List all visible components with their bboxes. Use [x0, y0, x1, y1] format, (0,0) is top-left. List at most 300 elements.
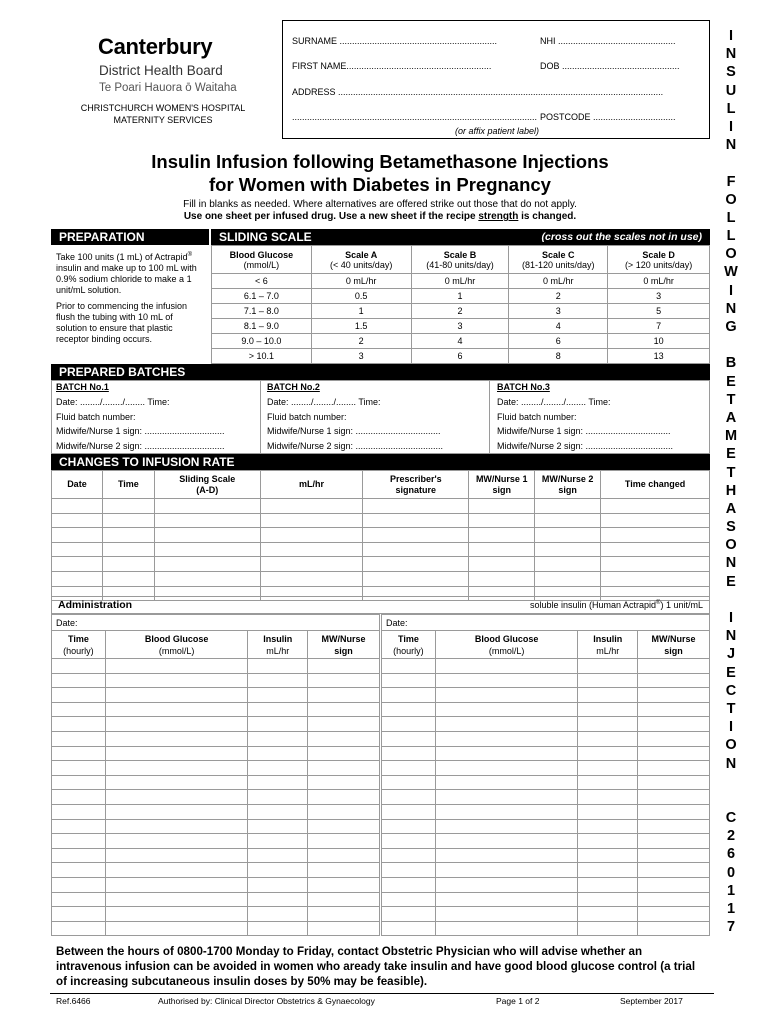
admin-cell[interactable]: [308, 731, 380, 746]
first-name-field[interactable]: FIRST NAME..........................................................: [292, 61, 492, 71]
side-letter: E: [726, 373, 736, 390]
changes-cell[interactable]: [601, 571, 710, 586]
admin-cell[interactable]: [382, 775, 436, 790]
changes-cell[interactable]: [52, 528, 103, 543]
side-letter: B: [725, 355, 737, 372]
side-letter: N: [725, 300, 737, 317]
admin-cell[interactable]: [435, 863, 577, 878]
changes-cell[interactable]: [363, 513, 469, 528]
admin-cell[interactable]: [52, 731, 106, 746]
org-logo-name: Canterbury: [98, 34, 213, 59]
sliding-scale-cell: 2: [411, 304, 509, 319]
admin-cell[interactable]: [638, 921, 710, 936]
title-line1: Insulin Infusion following Betamethasone Injections: [151, 151, 609, 172]
changes-cell[interactable]: [102, 513, 154, 528]
admin-cell[interactable]: [248, 848, 308, 863]
sliding-scale-cell: 0 mL/hr: [311, 274, 411, 289]
changes-cell[interactable]: [102, 571, 154, 586]
admin-cell[interactable]: [435, 921, 577, 936]
admin-cell[interactable]: [248, 775, 308, 790]
changes-cell[interactable]: [535, 513, 601, 528]
batch-divider: [489, 380, 490, 454]
col-scale-b: [411, 246, 509, 274]
admin-cell[interactable]: [578, 819, 638, 834]
batch-mw1-field[interactable]: Midwife/Nurse 1 sign: ..................................: [497, 426, 671, 437]
col-sub: (mmol/L): [158, 645, 195, 656]
admin-cell[interactable]: [308, 921, 380, 936]
admin-cell[interactable]: [578, 907, 638, 922]
admin-cell[interactable]: [638, 731, 710, 746]
changes-cell[interactable]: [52, 513, 103, 528]
batch-mw1-field[interactable]: Midwife/Nurse 1 sign: ..................................: [267, 426, 441, 437]
admin-cell[interactable]: [382, 892, 436, 907]
changes-cell[interactable]: [102, 528, 154, 543]
admin-cell[interactable]: [578, 775, 638, 790]
changes-cell[interactable]: [154, 542, 260, 557]
admin-cell[interactable]: [248, 863, 308, 878]
table-row: [382, 848, 710, 863]
admin-cell[interactable]: [638, 907, 710, 922]
admin-cell[interactable]: [308, 848, 380, 863]
side-letter: 1: [726, 901, 736, 917]
changes-cell[interactable]: [260, 571, 363, 586]
changes-cell[interactable]: [469, 557, 535, 572]
changes-cell[interactable]: [601, 528, 710, 543]
admin-cell[interactable]: [435, 877, 577, 892]
administration-title: Administration: [58, 599, 133, 611]
sliding-scale-cell: 7: [608, 319, 710, 334]
admin-cell[interactable]: [248, 761, 308, 776]
admin-cell[interactable]: [638, 819, 710, 834]
admin-date-field[interactable]: [382, 615, 710, 631]
admin-col-header: [105, 631, 247, 659]
admin-cell[interactable]: [638, 717, 710, 732]
admin-cell[interactable]: [52, 834, 106, 849]
admin-cell[interactable]: [308, 702, 380, 717]
changes-cell[interactable]: [469, 571, 535, 586]
col-sub: mL/hr: [266, 645, 290, 656]
admin-cell[interactable]: [105, 702, 247, 717]
admin-cell[interactable]: [105, 921, 247, 936]
preparation-para1: [56, 250, 206, 296]
changes-cell[interactable]: [535, 571, 601, 586]
changes-cell[interactable]: [469, 528, 535, 543]
changes-cell[interactable]: [102, 557, 154, 572]
changes-cell[interactable]: [260, 557, 363, 572]
col-head: MW/Nurse: [651, 633, 696, 644]
changes-infusion-header: CHANGES TO INFUSION RATE: [51, 454, 710, 470]
admin-cell[interactable]: [308, 659, 380, 674]
admin-cell[interactable]: [578, 877, 638, 892]
table-row: [382, 746, 710, 761]
admin-col-header: [435, 631, 577, 659]
admin-cell[interactable]: [105, 775, 247, 790]
admin-cell[interactable]: [382, 673, 436, 688]
changes-cell[interactable]: [154, 528, 260, 543]
admin-cell[interactable]: [52, 673, 106, 688]
admin-cell[interactable]: [435, 731, 577, 746]
changes-col-header: [535, 471, 601, 499]
side-letter: N: [725, 628, 737, 645]
batch-mw1-field[interactable]: Midwife/Nurse 1 sign: ................................: [56, 426, 225, 437]
changes-cell[interactable]: [102, 499, 154, 514]
table-row: [382, 863, 710, 878]
admin-cell[interactable]: [308, 746, 380, 761]
admin-date-row: [382, 615, 710, 631]
batch-mw2-field[interactable]: Midwife/Nurse 2 sign: ...................................: [497, 441, 674, 452]
admin-cell[interactable]: [308, 804, 380, 819]
hospital-line1: CHRISTCHURCH WOMEN'S HOSPITAL: [80, 103, 246, 113]
admin-cell[interactable]: [105, 804, 247, 819]
admin-cell[interactable]: [435, 702, 577, 717]
admin-cell[interactable]: [308, 688, 380, 703]
side-letter: G: [725, 319, 737, 335]
side-letter: [720, 791, 742, 809]
admin-cell[interactable]: [248, 877, 308, 892]
sliding-scale-cell: > 10.1: [212, 349, 312, 364]
batch-mw2-field[interactable]: Midwife/Nurse 2 sign: ...................................: [267, 441, 444, 452]
admin-cell[interactable]: [638, 761, 710, 776]
changes-cell[interactable]: [363, 528, 469, 543]
admin-cell[interactable]: [248, 688, 308, 703]
admin-cell[interactable]: [435, 804, 577, 819]
affix-label-note: (or affix patient label): [454, 126, 540, 136]
admin-cell[interactable]: [578, 848, 638, 863]
postcode-field[interactable]: POSTCODE .................................: [540, 112, 676, 122]
changes-cell[interactable]: [363, 557, 469, 572]
admin-cell[interactable]: [578, 659, 638, 674]
admin-col-header: [308, 631, 380, 659]
admin-cell[interactable]: [382, 848, 436, 863]
admin-cell[interactable]: [52, 659, 106, 674]
batch-mw2-field[interactable]: Midwife/Nurse 2 sign: ................................: [56, 441, 225, 452]
admin-cell[interactable]: [308, 761, 380, 776]
admin-cell[interactable]: [638, 863, 710, 878]
admin-cell[interactable]: [638, 790, 710, 805]
admin-cell[interactable]: [382, 921, 436, 936]
admin-cell[interactable]: [435, 775, 577, 790]
table-row: [52, 659, 380, 674]
administration-note: [530, 600, 703, 610]
side-letter: W: [724, 264, 738, 281]
admin-cell[interactable]: [382, 731, 436, 746]
preparation-instructions: [56, 250, 206, 345]
admin-cell[interactable]: [578, 746, 638, 761]
admin-cell[interactable]: [52, 702, 106, 717]
admin-cell[interactable]: [248, 746, 308, 761]
admin-cell[interactable]: [248, 804, 308, 819]
address-field[interactable]: ADDRESS ..................................................................................................................................: [292, 87, 664, 97]
registered-mark: ®: [656, 600, 661, 606]
admin-cell[interactable]: [638, 804, 710, 819]
batch-date-field[interactable]: Date: ......../......../........ Time:: [267, 396, 381, 407]
admin-cell[interactable]: [638, 848, 710, 863]
col-sub: (hourly): [393, 645, 424, 656]
sliding-scale-title: SLIDING SCALE: [219, 230, 312, 244]
changes-cell[interactable]: [363, 542, 469, 557]
table-row: [52, 877, 380, 892]
changes-cell[interactable]: [601, 499, 710, 514]
admin-cell[interactable]: [248, 731, 308, 746]
admin-cell[interactable]: [248, 819, 308, 834]
batch-fluid-field[interactable]: Fluid batch number:: [267, 411, 347, 422]
admin-cell[interactable]: [248, 892, 308, 907]
admin-cell[interactable]: [638, 702, 710, 717]
admin-cell[interactable]: [308, 673, 380, 688]
admin-cell[interactable]: [105, 877, 247, 892]
changes-cell[interactable]: [535, 499, 601, 514]
table-row: [382, 819, 710, 834]
admin-cell[interactable]: [578, 673, 638, 688]
changes-cell[interactable]: [154, 571, 260, 586]
admin-cell[interactable]: [308, 834, 380, 849]
admin-cell[interactable]: [105, 673, 247, 688]
admin-cell[interactable]: [105, 819, 247, 834]
admin-cell[interactable]: [52, 761, 106, 776]
admin-cell[interactable]: [578, 863, 638, 878]
instructions: [60, 199, 700, 223]
admin-cell[interactable]: [52, 775, 106, 790]
admin-cell[interactable]: [638, 775, 710, 790]
admin-cell[interactable]: [52, 746, 106, 761]
changes-cell[interactable]: [601, 557, 710, 572]
footer-page: Page 1 of 2: [496, 996, 540, 1006]
changes-cell[interactable]: [535, 542, 601, 557]
changes-cell[interactable]: [363, 499, 469, 514]
admin-cell[interactable]: [382, 804, 436, 819]
address-continuation[interactable]: ..................................................................................................: [292, 112, 538, 122]
admin-cell[interactable]: [308, 907, 380, 922]
batch-date-field[interactable]: Date: ......../......../........ Time:: [56, 396, 170, 407]
admin-cell[interactable]: [308, 819, 380, 834]
header-line: MW/Nurse 1: [475, 474, 528, 484]
admin-cell[interactable]: [52, 848, 106, 863]
changes-cell[interactable]: [154, 557, 260, 572]
header-line: Date: [67, 479, 87, 490]
admin-cell[interactable]: [435, 717, 577, 732]
admin-cell[interactable]: [578, 761, 638, 776]
side-letter: E: [726, 446, 736, 463]
side-letter: O: [725, 737, 737, 754]
sliding-scale-cell: 1.5: [311, 319, 411, 334]
admin-cell[interactable]: [52, 804, 106, 819]
side-letter: N: [725, 137, 737, 154]
side-letter: C: [725, 682, 737, 699]
footer-date: September 2017: [620, 996, 683, 1006]
admin-cell[interactable]: [435, 790, 577, 805]
admin-cell[interactable]: [382, 790, 436, 805]
changes-cell[interactable]: [601, 513, 710, 528]
admin-cell[interactable]: [248, 921, 308, 936]
admin-cell[interactable]: [578, 790, 638, 805]
admin-col-header: [578, 631, 638, 659]
admin-cell[interactable]: [105, 907, 247, 922]
admin-cell[interactable]: [578, 921, 638, 936]
table-row: [382, 790, 710, 805]
changes-cell[interactable]: [52, 542, 103, 557]
admin-cell[interactable]: [578, 731, 638, 746]
admin-cell[interactable]: [52, 892, 106, 907]
admin-cell[interactable]: [382, 877, 436, 892]
table-row: [52, 804, 380, 819]
changes-cell[interactable]: [154, 499, 260, 514]
col-blood-glucose: [212, 246, 312, 274]
sliding-scale-cell: 4: [509, 319, 608, 334]
admin-cell[interactable]: [435, 819, 577, 834]
changes-col-header: [363, 471, 469, 499]
admin-cell[interactable]: [382, 834, 436, 849]
admin-cell[interactable]: [578, 717, 638, 732]
admin-cell[interactable]: [382, 819, 436, 834]
col-head: Time: [398, 633, 419, 644]
admin-cell[interactable]: [248, 834, 308, 849]
changes-cell[interactable]: [363, 571, 469, 586]
admin-cell[interactable]: [105, 892, 247, 907]
side-letter: L: [726, 209, 736, 226]
admin-cell[interactable]: [52, 819, 106, 834]
admin-cell[interactable]: [105, 746, 247, 761]
preparation-para2: Prior to commencing the infusion flush the tubing with 10 mL of solution to ensure that plastic receptor binding occurs.: [56, 301, 188, 344]
admin-cell[interactable]: [578, 834, 638, 849]
changes-cell[interactable]: [601, 542, 710, 557]
admin-cell[interactable]: [382, 688, 436, 703]
changes-cell[interactable]: [535, 557, 601, 572]
admin-cell[interactable]: [52, 790, 106, 805]
admin-cell[interactable]: [52, 877, 106, 892]
changes-cell[interactable]: [52, 557, 103, 572]
admin-cell[interactable]: [105, 688, 247, 703]
changes-cell[interactable]: [469, 499, 535, 514]
admin-cell[interactable]: [308, 717, 380, 732]
changes-cell[interactable]: [154, 513, 260, 528]
admin-cell[interactable]: [435, 659, 577, 674]
admin-cell[interactable]: [578, 702, 638, 717]
batch-date-field[interactable]: Date: ......../......../........ Time:: [497, 396, 611, 407]
admin-cell[interactable]: [52, 921, 106, 936]
admin-cell[interactable]: [435, 907, 577, 922]
sliding-scale-header: [211, 229, 710, 245]
admin-cell[interactable]: [382, 863, 436, 878]
header-line: (A-D): [196, 484, 219, 495]
admin-date-field[interactable]: [52, 615, 380, 631]
admin-cell[interactable]: [578, 688, 638, 703]
changes-cell[interactable]: [102, 542, 154, 557]
admin-cell[interactable]: [105, 834, 247, 849]
prep-para1-a: Take 100 units (1 mL) of Actrapid: [56, 252, 188, 262]
admin-cell[interactable]: [638, 746, 710, 761]
batch-fluid-field[interactable]: Fluid batch number:: [56, 411, 136, 422]
table-row: [52, 557, 710, 572]
admin-cell[interactable]: [382, 907, 436, 922]
admin-cell[interactable]: [638, 659, 710, 674]
changes-col-header: [52, 471, 103, 499]
admin-cell[interactable]: [248, 702, 308, 717]
admin-cell[interactable]: [382, 761, 436, 776]
changes-cell[interactable]: [535, 528, 601, 543]
admin-cell[interactable]: [105, 790, 247, 805]
admin-cell[interactable]: [435, 761, 577, 776]
admin-cell[interactable]: [382, 717, 436, 732]
admin-cell[interactable]: [52, 688, 106, 703]
admin-col-header: [638, 631, 710, 659]
changes-cell[interactable]: [260, 542, 363, 557]
admin-cell[interactable]: [308, 863, 380, 878]
side-letter: N: [725, 555, 737, 572]
table-row: [52, 717, 380, 732]
admin-cell[interactable]: [435, 834, 577, 849]
col-sub: mL/hr: [596, 645, 620, 656]
admin-cell[interactable]: [578, 892, 638, 907]
surname-field[interactable]: SURNAME ...............................................................: [292, 36, 498, 46]
sliding-scale-cell: 3: [411, 319, 509, 334]
admin-cell[interactable]: [382, 659, 436, 674]
admin-cell[interactable]: [248, 717, 308, 732]
admin-cell[interactable]: [435, 746, 577, 761]
admin-cell[interactable]: [435, 892, 577, 907]
admin-cell[interactable]: [578, 804, 638, 819]
admin-cell[interactable]: [248, 907, 308, 922]
admin-cell[interactable]: [435, 688, 577, 703]
admin-cell[interactable]: [248, 673, 308, 688]
sliding-scale-cell: 2: [311, 334, 411, 349]
admin-cell[interactable]: [638, 688, 710, 703]
admin-cell[interactable]: [638, 673, 710, 688]
nhi-field[interactable]: NHI ...............................................: [540, 36, 676, 46]
admin-cell[interactable]: [308, 892, 380, 907]
batch-fluid-field[interactable]: Fluid batch number:: [497, 411, 577, 422]
admin-cell[interactable]: [105, 761, 247, 776]
admin-cell[interactable]: [248, 790, 308, 805]
prepared-batches-header: PREPARED BATCHES: [51, 364, 710, 380]
header-line: Time changed: [624, 479, 686, 490]
admin-cell[interactable]: [638, 892, 710, 907]
changes-cell[interactable]: [260, 528, 363, 543]
admin-cell[interactable]: [105, 659, 247, 674]
admin-cell[interactable]: [248, 659, 308, 674]
admin-cell[interactable]: [52, 863, 106, 878]
changes-cell[interactable]: [260, 499, 363, 514]
admin-cell[interactable]: [52, 907, 106, 922]
changes-cell[interactable]: [469, 542, 535, 557]
sliding-scale-cell: 4: [411, 334, 509, 349]
admin-cell[interactable]: [308, 877, 380, 892]
admin-cell[interactable]: [105, 717, 247, 732]
admin-cell[interactable]: [308, 775, 380, 790]
dob-field[interactable]: DOB ...............................................: [540, 61, 680, 71]
admin-cell[interactable]: [52, 717, 106, 732]
admin-cell[interactable]: [382, 746, 436, 761]
admin-cell[interactable]: [105, 848, 247, 863]
admin-cell[interactable]: [105, 863, 247, 878]
changes-cell[interactable]: [260, 513, 363, 528]
admin-cell[interactable]: [435, 673, 577, 688]
changes-col-header: [601, 471, 710, 499]
admin-cell[interactable]: [638, 834, 710, 849]
changes-cell[interactable]: [469, 513, 535, 528]
admin-cell[interactable]: [435, 848, 577, 863]
admin-cell[interactable]: [308, 790, 380, 805]
admin-cell[interactable]: [382, 702, 436, 717]
header-line: sign: [492, 484, 511, 495]
table-row: [52, 499, 710, 514]
admin-cell[interactable]: [105, 731, 247, 746]
col-sub: (> 120 units/day): [624, 259, 693, 270]
changes-cell[interactable]: [52, 571, 103, 586]
admin-date-row: [52, 615, 380, 631]
administration-bar: [51, 596, 710, 614]
admin-cell[interactable]: [638, 877, 710, 892]
changes-cell[interactable]: [52, 499, 103, 514]
